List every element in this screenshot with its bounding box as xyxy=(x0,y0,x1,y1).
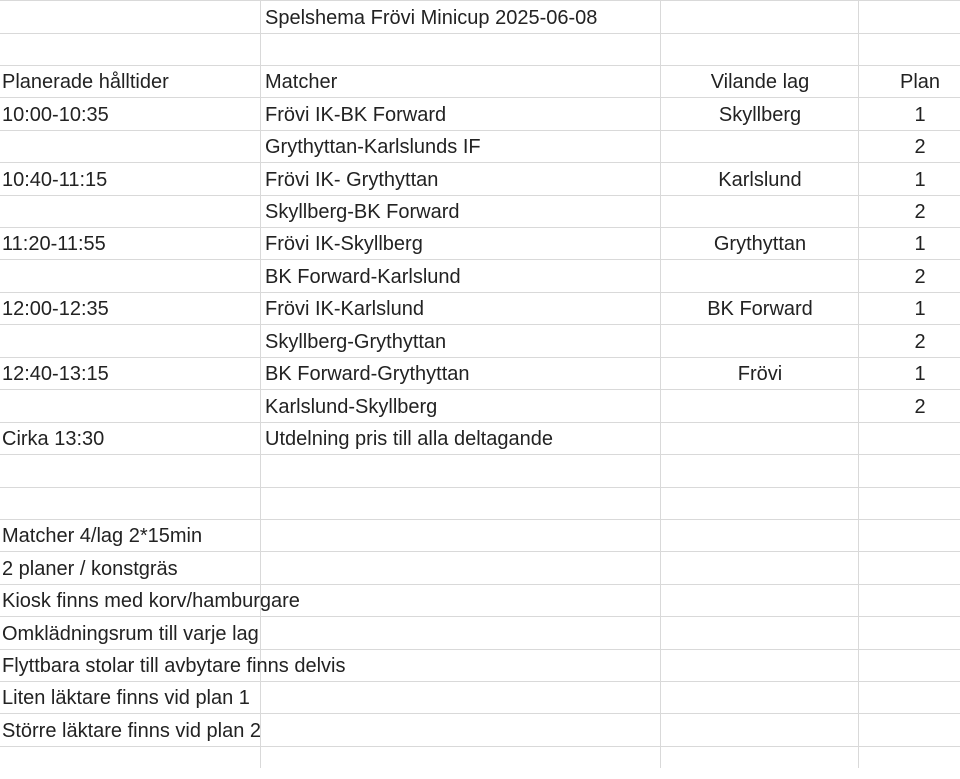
table-row xyxy=(0,293,960,325)
table-row xyxy=(0,261,960,293)
match-cell[interactable]: BK Forward-Karlslund xyxy=(265,266,461,288)
time-cell[interactable]: Cirka 13:30 xyxy=(2,428,105,450)
sheet-title[interactable]: Spelshema Frövi Minicup 2025-06-08 xyxy=(265,7,598,29)
match-cell[interactable]: Skyllberg-Grythyttan xyxy=(265,331,447,353)
match-cell[interactable]: Frövi IK-Skyllberg xyxy=(265,233,423,255)
resting-cell[interactable] xyxy=(660,423,860,455)
pitch-cell[interactable]: 1 xyxy=(914,233,926,255)
resting-cell[interactable]: BK Forward xyxy=(707,298,813,320)
note-row xyxy=(0,715,960,747)
match-cell[interactable]: Karlslund-Skyllberg xyxy=(265,396,438,418)
table-row xyxy=(0,391,960,423)
empty-row xyxy=(0,747,960,779)
empty-row xyxy=(0,456,960,488)
table-row xyxy=(0,196,960,228)
pitch-cell[interactable]: 1 xyxy=(914,363,926,385)
resting-cell[interactable] xyxy=(660,196,860,228)
table-row xyxy=(0,99,960,131)
pitch-cell[interactable]: 2 xyxy=(914,396,926,418)
note-row xyxy=(0,682,960,714)
time-cell[interactable]: 10:00-10:35 xyxy=(2,104,109,126)
note-row xyxy=(0,650,960,682)
pitch-cell[interactable]: 1 xyxy=(914,169,926,191)
resting-cell[interactable]: Karlslund xyxy=(718,169,802,191)
note-cell[interactable]: Liten läktare finns vid plan 1 xyxy=(2,687,250,709)
match-cell[interactable]: Grythyttan-Karlslunds IF xyxy=(265,136,481,158)
resting-cell[interactable] xyxy=(660,326,860,358)
title-row xyxy=(0,2,960,34)
time-cell[interactable]: 10:40-11:15 xyxy=(2,169,108,191)
header-pitch[interactable]: Plan xyxy=(899,71,941,93)
resting-cell[interactable]: Frövi xyxy=(737,363,783,385)
time-cell[interactable]: 11:20-11:55 xyxy=(2,233,106,255)
resting-cell[interactable]: Grythyttan xyxy=(713,233,807,255)
note-cell[interactable]: Kiosk finns med korv/hamburgare xyxy=(2,590,300,612)
pitch-cell[interactable] xyxy=(860,423,960,455)
note-cell[interactable]: Matcher 4/lag 2*15min xyxy=(2,525,203,547)
pitch-cell[interactable]: 2 xyxy=(914,136,926,158)
empty-row xyxy=(0,34,960,66)
note-row xyxy=(0,618,960,650)
table-row xyxy=(0,423,960,455)
table-row xyxy=(0,358,960,390)
note-row xyxy=(0,520,960,552)
resting-cell[interactable] xyxy=(660,131,860,163)
pitch-cell[interactable]: 2 xyxy=(914,201,926,223)
header-matches[interactable]: Matcher xyxy=(265,71,338,93)
note-cell[interactable]: Omklädningsrum till varje lag xyxy=(2,623,259,645)
match-cell[interactable]: Frövi IK-Karlslund xyxy=(265,298,424,320)
note-row xyxy=(0,585,960,617)
table-row xyxy=(0,164,960,196)
resting-cell[interactable]: Skyllberg xyxy=(718,104,802,126)
match-cell[interactable]: Skyllberg-BK Forward xyxy=(265,201,460,223)
grid-top-line xyxy=(0,0,960,1)
pitch-cell[interactable]: 1 xyxy=(914,104,926,126)
time-cell[interactable]: 12:00-12:35 xyxy=(2,298,109,320)
match-cell[interactable]: Frövi IK- Grythyttan xyxy=(265,169,439,191)
pitch-cell[interactable]: 2 xyxy=(914,331,926,353)
time-cell[interactable]: 12:40-13:15 xyxy=(2,363,109,385)
resting-cell[interactable] xyxy=(660,391,860,423)
table-row xyxy=(0,131,960,163)
header-times[interactable]: Planerade hålltider xyxy=(2,71,169,93)
match-cell[interactable]: Utdelning pris till alla deltagande xyxy=(265,428,553,450)
header-resting[interactable]: Vilande lag xyxy=(710,71,810,93)
note-row xyxy=(0,553,960,585)
table-row xyxy=(0,228,960,260)
empty-row xyxy=(0,488,960,520)
note-cell[interactable]: 2 planer / konstgräs xyxy=(2,558,178,580)
note-cell[interactable]: Flyttbara stolar till avbytare finns delvis xyxy=(2,655,346,677)
match-cell[interactable]: Frövi IK-BK Forward xyxy=(265,104,447,126)
note-cell[interactable]: Större läktare finns vid plan 2 xyxy=(2,720,262,742)
header-row xyxy=(0,66,960,98)
resting-cell[interactable] xyxy=(660,261,860,293)
pitch-cell[interactable]: 2 xyxy=(914,266,926,288)
match-cell[interactable]: BK Forward-Grythyttan xyxy=(265,363,470,385)
pitch-cell[interactable]: 1 xyxy=(914,298,926,320)
table-row xyxy=(0,326,960,358)
